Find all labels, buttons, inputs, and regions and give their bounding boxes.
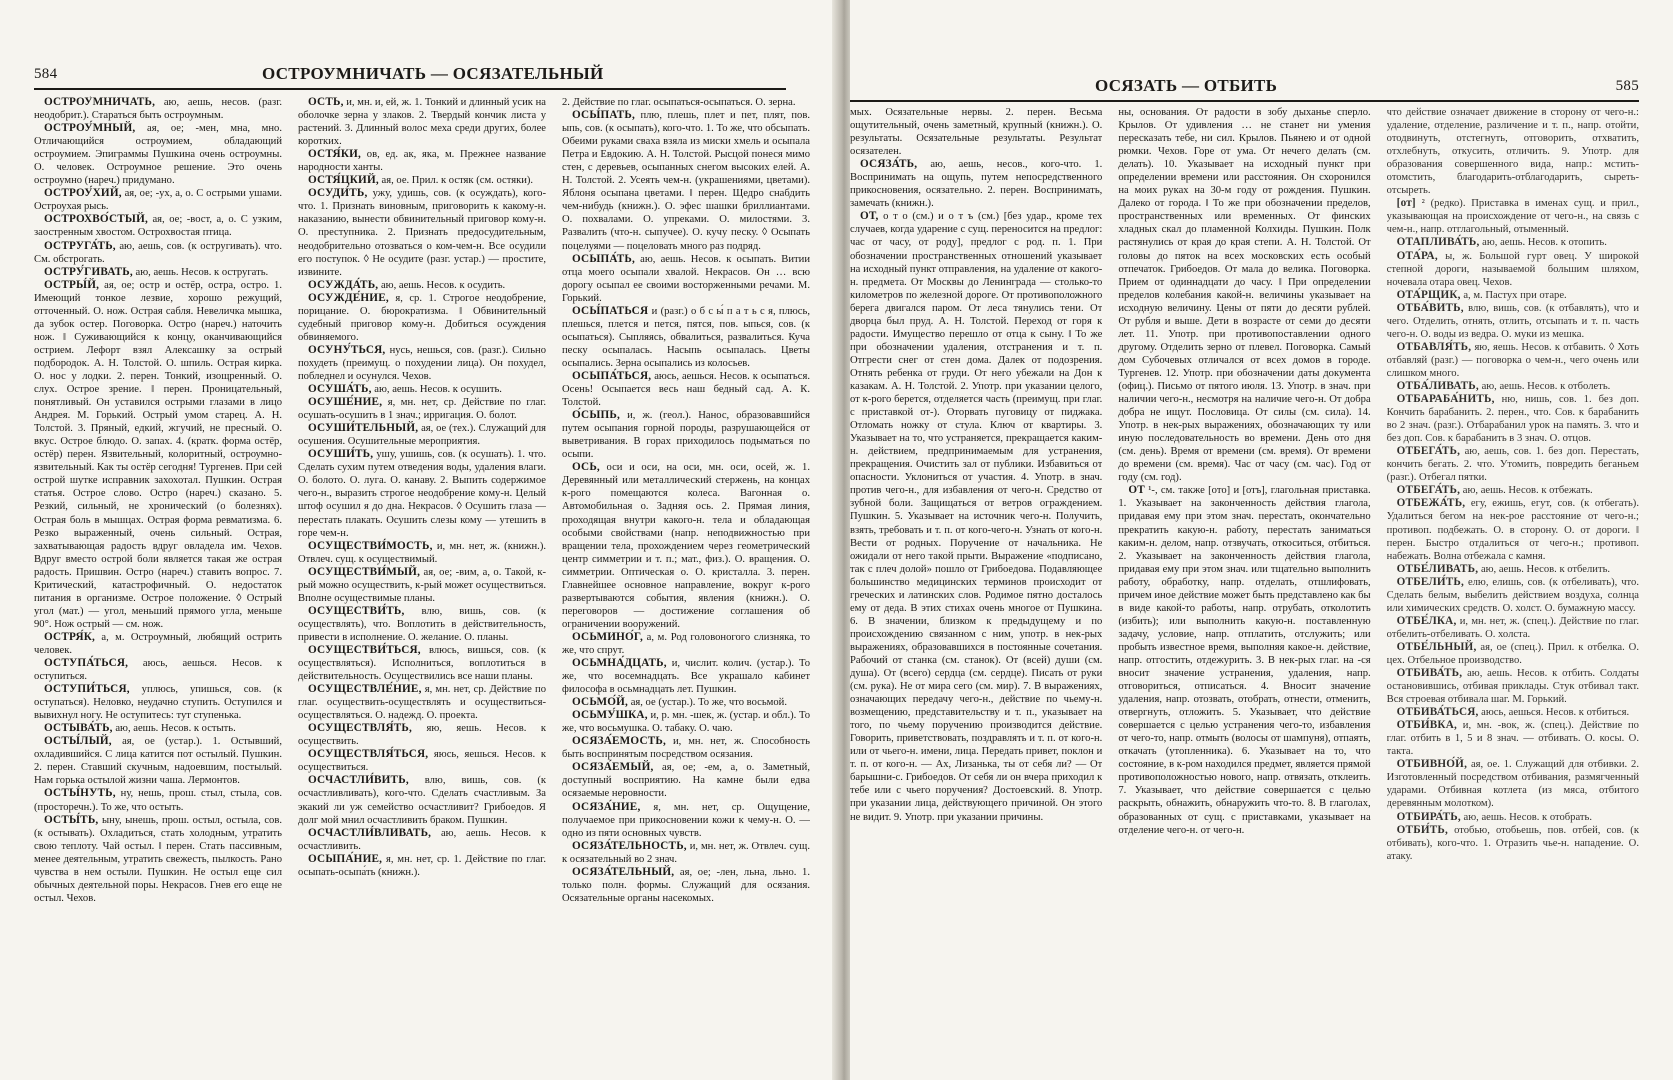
entry-definition: и, мн. нет, ж. Отвлеч. сущ. к осязательный во 2 знач. bbox=[562, 840, 810, 865]
dictionary-entry bbox=[562, 761, 810, 800]
dictionary-entry bbox=[298, 96, 546, 148]
dictionary-entry bbox=[298, 187, 546, 278]
dictionary-entry bbox=[298, 148, 546, 174]
dictionary-entry bbox=[562, 735, 810, 761]
entry-definition: уплюсь, упишься, сов. (к оступаться). Неловко, неудачно ступить. Оступился и вывихнул ногу. Не оступитесь: тут ступенька. bbox=[34, 684, 282, 722]
dictionary-entry bbox=[1387, 563, 1639, 576]
dictionary-entry bbox=[1387, 250, 1639, 289]
entry-headword: ОТАПЛИВА́ТЬ, bbox=[1396, 236, 1480, 249]
dictionary-entry bbox=[298, 566, 546, 605]
entry-headword: ОСЫ́ПАТЬСЯ bbox=[572, 304, 649, 317]
entry-definition: я, мн. нет, ср. Действие по глаг. осуществить-осуществлять и осуществиться-осуществляться. О. надежд. О. проекта. bbox=[298, 684, 546, 722]
entry-definition: и, мн. -вок, ж. (спец.). Действие по глаг. отбить в 1, 5 и 8 знач. — отбивать. О. косы. О. такта. bbox=[1386, 720, 1639, 758]
entry-headword: ОТБЕЛИ́ТЬ, bbox=[1396, 575, 1465, 588]
entry-definition: аю, аешь. Несов. к осчастливить. bbox=[298, 827, 546, 852]
entry-headword: ОСТЬ, bbox=[308, 96, 344, 108]
entry-definition: ая, ое. 1. Служащий для отбивки. 2. Изготовленный посредством отбивания, размягченный ударами. Отбивная котлета (из мяса, отбитого деревянным молотком). bbox=[1386, 759, 1639, 810]
dictionary-entry bbox=[562, 370, 810, 409]
entry-definition: ая, ое. Прил. к остяк (см. остяки). bbox=[381, 175, 534, 187]
entry-definition: и, мн. нет, ж. Способность быть воспринятым посредством осязания. bbox=[562, 736, 810, 761]
entry-headword: ОСТРОУ́МНИЧАТЬ, bbox=[44, 96, 156, 108]
dictionary-entry bbox=[34, 735, 282, 787]
entry-definition: ы, ж. Большой гурт овец. У широкой степной дороги, называемой большим шляхом, ночевала отара овец. Чехов. bbox=[1386, 250, 1639, 288]
entry-definition: аю, аешь. Несов. к отбить. Солдаты остановившись, отбивая приклады. Стук отбивал такт. Вся строевая отбивала шаг. М. Горький. bbox=[1386, 668, 1639, 706]
entry-headword: ОСТРОУ́МНЫЙ, bbox=[44, 122, 136, 135]
dictionary-entry bbox=[298, 174, 546, 187]
entry-definition: яю, яешь. Несов. к осуществить. bbox=[298, 723, 546, 748]
dictionary-entry bbox=[562, 631, 810, 657]
entry-headword: ОСТЫ́ТЬ, bbox=[44, 813, 99, 826]
dictionary-entry bbox=[562, 461, 810, 631]
entry-headword: ОСЧАСТЛИ́ВИТЬ, bbox=[308, 774, 409, 787]
entry-headword: ОСТРЫ́Й, bbox=[44, 278, 100, 291]
entry-definition: ая, ое; -ем, а, о. Заметный, доступный восприятию. На камне были едва осязаемые неровности. bbox=[562, 762, 810, 800]
entry-definition: аюсь, аешься. Несов. к осыпаться. Осень! Осыпается весь наш бедный сад. А. К. Толстой. bbox=[562, 370, 810, 409]
left-columns bbox=[34, 96, 810, 1066]
dictionary-entry bbox=[298, 683, 546, 722]
entry-headword: ОТБИВА́ТЬ, bbox=[1396, 667, 1463, 680]
dictionary-entry bbox=[34, 279, 282, 631]
entry-headword: ОСЬМО́Й, bbox=[572, 696, 629, 709]
entry-definition: влю, вишь, сов. (к осчастливливать), кого-что. Сделать счастливым. За экакий ли уж семейство осчастливит? Грибоедов. Я долг мой мнил осчастливить браком. Пушкин. bbox=[298, 775, 546, 826]
entry-definition: ² (редко). Приставка в именах сущ. и прил., указывающая на происхождение от чего-н., на связь с чем-н., напр. отглагольный, отыменный. bbox=[1386, 198, 1639, 236]
entry-headword: ОСУДИ́ТЬ, bbox=[308, 187, 368, 200]
entry-headword: ОСТРЯ́К, bbox=[44, 630, 96, 643]
entry-definition: и, мн. нет, ж. (спец.). Действие по глаг. отбелить-отбеливать. О. холста. bbox=[1386, 615, 1639, 640]
entry-headword: ОСУЩЕСТВЛЕ́НИЕ, bbox=[308, 683, 422, 696]
entry-headword: ОСТЫ́ЛЫЙ, bbox=[44, 735, 112, 748]
entry-definition: я, мн. нет, ср. Действие по глаг. осушать-осушить в 1 знач.; ирригация. О. болот. bbox=[298, 397, 546, 422]
left-column-2 bbox=[298, 96, 546, 1066]
entry-headword: ОСТЯ́ЦКИЙ, bbox=[308, 174, 379, 187]
entry-definition: мых. Осязательные нервы. 2. перен. Весьма ощутительный, очень заметный, крупный (книжн.). О. результаты. Осязательные результаты. Результат осязателен. bbox=[850, 107, 1103, 158]
left-running-title: ОСТРОУМНИЧАТЬ — ОСЯЗАТЕЛЬНЫЙ bbox=[262, 64, 604, 83]
left-page bbox=[0, 0, 836, 1080]
dictionary-entry bbox=[1387, 236, 1639, 249]
entry-definition: я, мн. нет, ср. Ощущение, получаемое при прикосновении кожи к чему-н. О. — одно из пяти основных чувств. bbox=[562, 801, 810, 839]
entry-definition: ая, ое; -ух, а, о. С острыми ушами. Остроухая рысь. bbox=[34, 188, 282, 213]
entry-definition: и, ж. (геол.). Нанос, образовавшийся путем осыпания горной породы, разрушающейся от выветривания. В горах приходилось подыматься по осыпи. bbox=[562, 410, 810, 461]
entry-headword: ОСЧАСТЛИ́ВЛИВАТЬ, bbox=[308, 826, 432, 839]
entry-definition: влю, вишь, сов. (к осуществлять), что. Воплотить в действительность, привести в исполнение. О. желание. О. планы. bbox=[298, 605, 546, 643]
entry-definition: ну, нешь, прош. стыл, стыла, сов. (просторечн.). То же, что остыть. bbox=[34, 788, 282, 813]
entry-headword: ОТБЕГА́ТЬ, bbox=[1396, 445, 1461, 458]
entry-definition: ая, ое; -вим, а, о. Такой, к-рый можно осуществить, к-рый может осуществиться. Вполне осуществимые планы. bbox=[298, 566, 546, 604]
entry-definition: аю, аешь, несов. (разг. неодобрит.). Стараться быть остроумным. bbox=[34, 97, 282, 122]
dictionary-entry bbox=[850, 106, 1102, 158]
dictionary-entry bbox=[562, 305, 810, 370]
entry-definition: егу, ежишь, егут, сов. (к отбегать). Удалиться бегом на нек-рое расстояние от чего-н.; противоп. подбежать. О. в сторону. О. от дороги. ‖ перен. Быстро отдалиться от чего-н.; противоп. набежать. Волна отбежала с камня. bbox=[1386, 498, 1639, 562]
entry-definition: яюсь, яешься. Несов. к осуществиться. bbox=[298, 749, 546, 774]
right-page-number: 585 bbox=[1615, 78, 1639, 94]
dictionary-entry bbox=[1387, 811, 1639, 824]
entry-definition: ая, ое; -лен, льна, льно. 1. только полн. формы. Служащий для осязания. Осязательные органы насекомых. bbox=[562, 866, 810, 904]
entry-definition: аю, аешь. Несов. к остыть. bbox=[115, 723, 236, 735]
entry-definition: 2. Действие по глаг. осыпаться-осыпаться. О. зерна. bbox=[562, 97, 796, 108]
entry-headword: ОСТЫВА́ТЬ, bbox=[44, 722, 113, 735]
entry-headword: ОТБАВЛЯ́ТЬ, bbox=[1396, 340, 1472, 353]
entry-headword: ОСТЫ́НУТЬ, bbox=[44, 787, 116, 800]
entry-definition: аю, аешь. Несов. к отбежать. bbox=[1462, 485, 1593, 497]
entry-definition: аю, аешь. Несов. к отобрать. bbox=[1463, 811, 1593, 823]
dictionary-entry bbox=[298, 748, 546, 774]
entry-headword: ОСЫ́ПАТЬ, bbox=[572, 109, 635, 122]
dictionary-entry bbox=[1387, 484, 1639, 497]
entry-headword: ОТБИВА́ТЬСЯ, bbox=[1396, 706, 1479, 719]
left-page-number: 584 bbox=[34, 66, 58, 82]
entry-definition: аю, аешь. Несов. к осыпать. Витии отца моего осыпали хвалой. Некрасов. Он … всю дорогу осыпал ее своими восторженными речами. М. Горький. bbox=[562, 253, 810, 304]
entry-headword: ОТБЕ́ЛЬНЫЙ, bbox=[1396, 640, 1477, 653]
dictionary-entry bbox=[34, 814, 282, 905]
dictionary-entry bbox=[34, 631, 282, 657]
dictionary-entry bbox=[562, 696, 810, 709]
entry-definition: отобью, отобьешь, пов. отбей, сов. (к отбивать), кого-что. 1. Отразить чье-н. нападение. О. атаку. bbox=[1386, 824, 1639, 862]
entry-headword: ОТБЕЖА́ТЬ, bbox=[1396, 497, 1466, 510]
entry-headword: ОСУЩЕСТВИ́ТЬ, bbox=[308, 604, 405, 617]
dictionary-entry bbox=[34, 722, 282, 735]
dictionary-entry bbox=[562, 253, 810, 305]
entry-headword: ОСЬ, bbox=[572, 461, 600, 474]
entry-definition: ны, основания. От радости в зобу дыханье сперло. Крылов. От удивления … не станет ни умения пересказать тебе, ни сил. Крылов. Пьянею и от одной рюмки. Чехов. Горе от ума. От нечего делать (см. делать). 10. Указывает на исходный пункт при определении времени или расстояния. Он схоронился на моих руках на 30-м году от рождения. Пушкин. Далеко от города. ‖ То же при обозначении пределов, пространственных или временных. От финских хладных скал до пламенной Колхиды. Пушкин. Полк растянулись от края до края степи. А. Н. Толстой. От головы до пяток на всех московских есть особый отпечаток. Грибоедов. От мала до велика. Поговорка. Прием от одиннадцати до часу. ‖ При определении пределов колебания какой-н. величины указывает на исходную величину. Цены от пяти до десяти рублей. От рубля и выше. Дети в возрасте от семи до десяти лет. 11. Употр. при противопоставлении одного другому. Отделить зерно от плевел. Поговорка. Самый дом Субочевых отличался от всех домов в городе. Тургенев. 12. Употр. при обозначении даты документа (офиц.). Письмо от пятого июля. 13. Употр. в знач. при наличии чего-н., несмотря на наличие чего-н. От добра добра не ищут. Пословица. От силы (см. сила). 14. Употр. в нек-рых выражениях, обозначающих ту или иную последовательность во времени. День ото дня (см. день). Время от времени (см. время). От времени до времени (см. время). Час от часу (см. час). Год от году (см. год). bbox=[1118, 107, 1371, 484]
right-column-2 bbox=[1118, 106, 1370, 1066]
entry-headword: ОСЬМИНО́Г, bbox=[572, 630, 643, 643]
dictionary-entry bbox=[1387, 615, 1639, 641]
entry-headword: ОСУНУ́ТЬСЯ, bbox=[308, 343, 386, 356]
entry-headword: ОСУЩЕСТВЛЯ́ТЬ, bbox=[308, 722, 412, 735]
dictionary-entry bbox=[1387, 576, 1639, 615]
entry-definition: ¹-, см. также [ото] и [отъ], глагольная приставка. 1. Указывает на законченность действия глагола, придавая ему при этом знач. перестать, окончательно прекратить какую-н. работу, перестать заниматься каким-н. делом, напр. отзвучать, откоситься, отбиться. 2. Указывает на законченность действия глагола, придавая ему при этом знач. или тщательно выполнить работу, обработку, напр. отделать, отшлифовать, причем иное действие может быть представлено как бы в виде какой-то работы, напр. отрубать, отколотить (избить); или выполнить какую-н. поставленную задачу, условие, напр. отплатить, отслужить; или пробыть известное время, выполняя какое-н. действие, напр. отгостить, отдежурить. 3. В нек-рых глаг. на -ся вносит значение устранения, удаления, напр. отговориться, отписаться. 4. Вносит значение удаления, напр. отозвать, отобрать, отнести, отменить, отвергнуть, отложить. 5. Указывает, что действие совершается с целью устранения чего-то, избавления от чего-то, напр. отмыть (волосы от шампуня), отпаять, откачать (утопленника). 6. Указывает на то, что состояние, в к-ром находился предмет, является прямой противоположностью нового, напр. отвязать, отклеить. 7. Указывает, что действие совершается с целью раскрыть, обнажить, обнаружить что-то. 8. В глаголах, образованных от сущ. с приставками, указывает на отделение чего-н. от чего-н. bbox=[1118, 485, 1371, 836]
dictionary-entry bbox=[298, 279, 546, 292]
dictionary-entry bbox=[1387, 380, 1639, 393]
entry-definition: аюсь, аешься. Несов. к оступиться. bbox=[34, 658, 282, 683]
entry-definition: и, мн. нет, ж. (книжн.). Отвлеч. сущ. к осуществимый. bbox=[298, 540, 546, 565]
entry-headword: ОСУЩЕСТВИ́ТЬСЯ, bbox=[308, 643, 421, 656]
dictionary-entry bbox=[34, 187, 282, 213]
dictionary-entry bbox=[298, 292, 546, 344]
dictionary-entry bbox=[1387, 445, 1639, 484]
dictionary-entry bbox=[34, 122, 282, 187]
dictionary-entry bbox=[562, 96, 810, 109]
entry-headword: О́СЫПЬ, bbox=[572, 409, 620, 422]
left-column-3 bbox=[562, 96, 810, 1066]
entry-headword: ОСТУПИ́ТЬСЯ, bbox=[44, 683, 130, 696]
right-column-1 bbox=[850, 106, 1102, 1066]
entry-headword: ОСУЩЕСТВИ́МЫЙ, bbox=[308, 565, 421, 578]
entry-headword: ОСЯЗА́ТЬ, bbox=[860, 158, 918, 171]
dictionary-entry bbox=[850, 158, 1102, 210]
entry-headword: ОТБЕ́ЛКА, bbox=[1396, 614, 1457, 627]
entry-definition: аю, аешь. Несов. к отбелить. bbox=[1480, 563, 1611, 575]
dictionary-entry bbox=[1118, 106, 1370, 484]
dictionary-entry bbox=[562, 840, 810, 866]
entry-headword: ОТА́РА, bbox=[1396, 249, 1438, 262]
entry-definition: а, м. Род головоногого слизняка, то же, что спрут. bbox=[562, 631, 810, 656]
dictionary-entry bbox=[1387, 106, 1639, 197]
entry-definition: ая, ое; остр и остёр, остра, остро. 1. Имеющий тонкое лезвие, хорошо режущий, отточенный. О. нож. Острая сабля. Невеличка мышка, да зубок остер. Поговорка. Остро (нареч.) наточить нож. ‖ Суживающийся к концу, оканчивающийся острием. Лефорт взял Алексашку за острый подбородок. А. Н. Толстой. О. шпиль. Острая кирка. О. нос у лодки. 2. перен. Тонкий, изощренный. О. слух. Острое зрение. ‖ перен. Проницательный, понятливый. Он уставился острыми глазами в лицо Андрея. М. Горький. Острый умом старец. А. Н. Толстой. 3. Пряный, едкий, жгучий, не пресный. О. вкус. Острое блюдо. О. запах. 4. (кратк. форма остёр, остёр) перен. Язвительный, колоритный, остроумно-язвительный. Как ты остёр сегодня! Тургенев. При сей острой шутке исправник захохотал. Пушкин. Острая статья. Острое слово. Остро (нареч.) сказано. 5. Резкий, сильный, не хронический (о болезнях). Острая боль в мышцах. Острая форма ревматизма. 6. Резко выраженный, очень сильный. Острая, захватывающая радость вдруг овладела им. Чехов. Вдруг вместо острой боли является такая же острая радость. Пришвин. Остро (нареч.) ставить вопрос. 7. Критический, катастрофичный. О. недостаток питания в организме. Острое положение. ◊ Острый угол (мат.) — угол, меньший прямого угла, меньше 90°. Нож острый — см. нож. bbox=[34, 279, 282, 630]
entry-definition: а, м. Пастух при отаре. bbox=[1463, 289, 1567, 301]
entry-definition: и, мн. и, ей, ж. 1. Тонкий и длинный усик на оболочке зерна у злаков. 2. Твердый кончик листа у растений. 3. Длинный волос меха среди других, более коротких. bbox=[298, 97, 546, 148]
dictionary-entry bbox=[298, 605, 546, 644]
right-column-3 bbox=[1387, 106, 1639, 1066]
entry-definition: ая, ое (тех.). Служащий для осушения. Осушительные мероприятия. bbox=[298, 423, 546, 448]
entry-headword: ОСУШИ́ТЬ, bbox=[308, 448, 374, 461]
right-head-rule bbox=[850, 100, 1639, 102]
entry-definition: ая, ое; -вост, а, о. С узким, заостренным хвостом. Острохвостая птица. bbox=[34, 214, 282, 239]
entry-headword: ОСТРУ́ГИВАТЬ, bbox=[44, 265, 133, 278]
entry-headword: ОСТЯ́КИ, bbox=[308, 148, 362, 161]
right-columns bbox=[850, 106, 1639, 1066]
dictionary-entry bbox=[562, 866, 810, 905]
dictionary-entry bbox=[298, 448, 546, 539]
dictionary-entry bbox=[34, 213, 282, 239]
entry-headword: ОТБАРАБА́НИТЬ, bbox=[1396, 393, 1495, 406]
entry-headword: ОСТРОУ́ХИЙ, bbox=[44, 187, 122, 200]
right-running-title: ОСЯЗАТЬ — ОТБИТЬ bbox=[1095, 76, 1278, 95]
entry-definition: аю, аешь, сов. 1. без доп. Перестать, кончить бегать. 2. что. Утомить, повредить беганьем (разг.). Отбегал пятки. bbox=[1386, 446, 1639, 484]
entry-definition: ню, нишь, сов. 1. без доп. Кончить барабанить. 2. перен., что. Сов. к барабанить во 2 знач. (разг.). Отбарабанил урок на память. 3. что и без доп. Сов. к барабанить в 3 знач. О. отцов. bbox=[1386, 394, 1639, 445]
left-column-1 bbox=[34, 96, 282, 1066]
entry-definition: плю, плешь, плет и пет, плят, пов. ыпь, сов. (к осыпать), кого-что. 1. То же, что обсыпать. Обеими руками сваха взяла из миски хмель и осыпала Петра и Евдокию. А. Н. Толстой. Рысцой понеся мимо стен, с деревьев, осыпанных снегом высоких елей. А. Н. Толстой. 2. Усеять чем-н. (украшениями, цветами). Яблоня осыпана цветами. ‖ перен. Щедро снабдить чем-нибудь (книжн.). О. эфес шашки бриллиантами. О. похвалами. О. упреками. О. милостями. 3. Развалить (что-н. сыпучее). О. кучу песку. ◊ Осыпать поцелуями — поцеловать много раз подряд. bbox=[562, 110, 810, 252]
entry-definition: аюсь, аешься. Несов. к отбиться. bbox=[1481, 707, 1630, 719]
entry-headword: ОСУЩЕСТВЛЯ́ТЬСЯ, bbox=[308, 748, 429, 761]
entry-definition: что действие означает движение в сторону от чего-н.: удаление, отделение, различение и т. п., напр. отойти, отодвинуть, отстегнуть, отговорить, отхватить, отхлебнуть, откусить, отличить. 9. Употр. для образования совершенного вида, напр.: мстить-отомстить, благодарить-отблагодарить, сыреть-отсыреть. bbox=[1386, 107, 1639, 197]
dictionary-entry bbox=[1387, 497, 1639, 562]
left-running-head bbox=[34, 64, 786, 86]
entry-headword: ОСУШИ́ТЕЛЬНЫЙ, bbox=[308, 422, 419, 435]
entry-headword: ОТБЕГА́ТЬ, bbox=[1396, 484, 1461, 497]
entry-headword: ОСЯЗА́ЕМОСТЬ, bbox=[572, 735, 666, 748]
entry-headword: ОТ bbox=[1128, 484, 1145, 497]
entry-headword: ОТБИРА́ТЬ, bbox=[1396, 810, 1461, 823]
entry-definition: я, ср. 1. Строгое неодобрение, порицание. О. бюрократизма. ‖ Обвинительный судебный приговор кому-н. Добиться осуждения обвиняемого. bbox=[298, 292, 546, 343]
entry-definition: аю, аешь. Несов. к осушить. bbox=[374, 384, 502, 396]
dictionary-entry bbox=[1387, 289, 1639, 302]
entry-definition: аю, аешь, несов., кого-что. 1. Воспринимать на ощупь, путем непосредственного прикосновения, осязательно. 2. перен. Воспринимать, замечать (книжн.). bbox=[850, 159, 1103, 210]
dictionary-entry bbox=[298, 540, 546, 566]
entry-definition: ов, ед. ак, яка, м. Прежнее название народности ханты. bbox=[298, 149, 546, 174]
entry-headword: ОСЫПА́ТЬСЯ, bbox=[572, 369, 652, 382]
entry-headword: ОТ, bbox=[860, 210, 879, 223]
dictionary-entry bbox=[34, 683, 282, 722]
dictionary-entry bbox=[34, 266, 282, 279]
dictionary-entry bbox=[34, 96, 282, 122]
entry-headword: ОСУЩЕСТВИ́МОСТЬ, bbox=[308, 539, 433, 552]
entry-definition: и (разг.) о б с ы́ п а т ь с я, плюсь, плешься, плется и пется, пятся, пов. ыпься, сов. (к осыпаться). Сыпляясь, обвалиться, развалиться. Куча песку осыпалась. Насыпь осыпалась. Цветы осыпались. Зерна осыпались из колосьев. bbox=[562, 305, 810, 369]
entry-headword: ОТБИВНО́Й, bbox=[1396, 758, 1468, 771]
entry-definition: ая, ое (устар.). 1. Остывший, охладившийся. С лица катится пот остылый. Пушкин. 2. перен. Ставший скучным, надоевшим, постылый. Нам горька остылой жизни чаша. Лермонтов. bbox=[34, 736, 282, 787]
dictionary-entry bbox=[1387, 302, 1639, 341]
entry-definition: ушу, ушишь, сов. (к осушать). 1. что. Сделать сухим путем отведения воды, удаления влаги. О. болото. О. луга. О. канаву. 2. Выпить содержимое чего-н., выразить строгое неодобрение кому-н. Целый штоф осушил я до дна. Некрасов. ◊ Осушить глаза — перестать плакать. Осушить слезы кому — утешить в горе чем-н. bbox=[298, 449, 546, 539]
entry-definition: и, числит. колич. (устар.). То же, что восемнадцать. Все украшало кабинет философа в осьмнадцать лет. Пушкин. bbox=[562, 658, 810, 696]
entry-definition: влюсь, вишься, сов. (к осуществляться). Исполниться, воплотиться в действительность. Осуществились все наши планы. bbox=[298, 644, 546, 683]
dictionary-entry bbox=[1118, 484, 1370, 836]
entry-headword: ОСТРОХВО́СТЫЙ, bbox=[44, 213, 148, 226]
right-page bbox=[850, 0, 1673, 1080]
dictionary-entry bbox=[298, 383, 546, 396]
entry-headword: ОСЯЗА́ТЕЛЬНОСТЬ, bbox=[572, 839, 687, 852]
dictionary-entry bbox=[562, 409, 810, 461]
right-running-head bbox=[850, 76, 1639, 98]
dictionary-entry bbox=[562, 709, 810, 735]
dictionary-entry bbox=[1387, 197, 1639, 236]
entry-headword: ОСУЖДЕ́НИЕ, bbox=[308, 291, 389, 304]
left-head-rule bbox=[34, 88, 786, 90]
entry-headword: ОСУШЕ́НИЕ, bbox=[308, 396, 383, 409]
entry-headword: ОСЫПА́ТЬ, bbox=[572, 252, 635, 265]
entry-headword: ОСТУПА́ТЬСЯ, bbox=[44, 657, 129, 670]
entry-definition: елю, елишь, сов. (к отбеливать), что. Сделать белым, выбелить действием воздуха, солнца или химических средств. О. холст. О. бумажную массу. bbox=[1386, 576, 1639, 614]
entry-definition: ая, ое; -мен, мна, мно. Отличающийся остроумием, обладающий остроумием. Эпиграммы Пушкина очень остроумны. О. человек. Остроумное решение. Это очень остроумно (нареч.) придумано. bbox=[34, 123, 282, 187]
dictionary-entry bbox=[298, 722, 546, 748]
dictionary-entry bbox=[298, 344, 546, 383]
entry-definition: нусь, нешься, сов. (разг.). Сильно похудеть (преимущ. о похудении лица). Он похудел, побледнел и осунулся. Чехов. bbox=[298, 344, 546, 382]
dictionary-entry bbox=[562, 801, 810, 840]
entry-definition: аю, аешь. Несов. к остругать. bbox=[135, 266, 269, 278]
dictionary-entry bbox=[1387, 393, 1639, 445]
dictionary-entry bbox=[1387, 341, 1639, 380]
entry-definition: влю, вишь, сов. (к отбавлять), что и чего. Отделить, отнять, отлить, отсыпать и т. п. часть чего-н. О. воды из ведра. О. муки из мешка. bbox=[1386, 302, 1639, 340]
entry-headword: ОТБИ́ТЬ, bbox=[1396, 823, 1448, 836]
entry-definition: ая, ое (спец.). Прил. к отбелка. О. цех. Отбельное производство. bbox=[1386, 641, 1639, 666]
entry-definition: яю, яешь. Несов. к отбавить. ◊ Хоть отбавляй (разг.) — поговорка о чем-н., чего очень или слишком много. bbox=[1386, 341, 1639, 379]
entry-headword: ОСУША́ТЬ, bbox=[308, 383, 372, 396]
dictionary-entry bbox=[1387, 758, 1639, 810]
entry-definition: о т о (см.) и о т ъ (см.) [без удар., кроме тех случаев, когда ударение с сущ. переносится на предлог: час от часу, от роду], предлог с род. п. 1. При обозначении пространственных отношений указывает на исходный пункт отправления, на удаление от какого-н. предмета. От Москвы до Ленинграда — столько-то километров по железной дороге. От противоположного берега двигался паром. От леса тянулись тени. От дворца был пруд. А. Н. Толстой. Переход от горя к радости. Имущество перешло от отца к сыну. ‖ То же при обозначении удаления, отстранения и т. п. Отгрести снег от стен дома. Далек от подозрения. Отнять ребенка от груди. От него убежали на Дон к казакам. А. Н. Толстой. 2. Употр. при указании целого, от к-рого берется, отделяется часть (преимущ. при глаг. с приставкой от-). Оторвать пуговицу от пиджака. Отломать ножку от стула. Ключ от квартиры. 3. Указывает на то, что устраняется, прекращается каким-н. действием, предпринимаемым для устранения, прекращения. Очистить зал от публики. Избавиться от опасности. Уклониться от участия. 4. Употр. в знач. против чего-н., для избавления от чего-н. Средство от зубной боли. Защищаться от ветров ограждением. Пушкин. 5. Указывает на источник чего-н. Получить, взять, требовать и т. п. от кого-чего-н. Узнать от кого-н. Вести от родных. Поручение от начальника. Не ожидали от него такой прыти. Выражение «подписано, так с плеч долой» пошло от Грибоедова. Подавляющее большинство медицинских терминов происходит от греческих и латинских слов. Родимое пятно досталось ему от деда. В этих стихах очень многое от Пушкина. 6. В значении, близком к предыдущему и по происхождению связанном с ним, употр. в нек-рых выражениях, образовавшихся в постоянные сочетания. Рабочий от станка (см. станок). От (всей) души (см. душа). От (всего) сердца (см. сердце). Писать от руки (см. рука). Не от мира сего (см. мир). 7. В выражениях, означающих передачу чего-н., действие по чьему-н. возмещению, представительству и т. п., указывает на того, по чьему поручению производится действие. Говорить, приветствовать, поздравлять и т. п. от кого-н. или от чьего-н. имени, лица. Передать привет, поклон и т. п. от кого-н. — Ах, Лизанька, ты от себя ли? — От барышни-с. Грибоедов. От себя ли он вчера приходил к тебе или с чьего поручения? Достоевский. 8. Употр. при указании лица, действующего причиной. Он этого не видит. 9. Употр. при указании причины. bbox=[850, 211, 1103, 823]
dictionary-entry bbox=[34, 657, 282, 683]
dictionary-entry bbox=[298, 774, 546, 826]
entry-definition: ужу, удишь, сов. (к осуждать), кого-что. 1. Признать виновным, приговорить к какому-н. наказанию, вынести обвинительный приговор кому-н. О. преступника. 2. Признать предосудительным, неодобрительно отозваться о ком-чем-н. Все осудили его поступок. ◊ Не осудите (разг. устар.) — простите, извините. bbox=[298, 188, 546, 278]
entry-definition: оси и оси, на оси, мн. оси, осей, ж. 1. Деревянный или металлический стержень, на концах к-рого помещаются колеса. Вагонная о. Автомобильная о. Задняя ось. 2. Прямая линия, проходящая внутри какого-н. тела и обладающая особыми свойствами (напр. неподвижностью при вращении тела, прохождением через геометрический центр симметрии и т. п.; мат., физ.). О. вращения. О. симметрии. Оптическая о. О. кристалла. 3. перен. Главнейшее основное направление, вокруг к-рого развертываются события, явления (книжн.). О. переговоров — достижение соглашения об ограничении вооружений. bbox=[562, 462, 810, 630]
entry-headword: ОСЬМНА́ДЦАТЬ, bbox=[572, 657, 667, 670]
dictionary-entry bbox=[298, 396, 546, 422]
dictionary-entry bbox=[1387, 824, 1639, 863]
entry-headword: ОСЬМУ́ШКА, bbox=[572, 709, 648, 722]
dictionary-entry bbox=[562, 657, 810, 696]
entry-headword: ОТБИ́ВКА, bbox=[1396, 719, 1457, 732]
entry-definition: я, мн. нет, ср. 1. Действие по глаг. осыпать-осыпа́ть (книжн.). bbox=[298, 853, 546, 878]
entry-headword: [от] bbox=[1396, 197, 1416, 210]
dictionary-entry bbox=[1387, 667, 1639, 706]
dictionary-entry bbox=[1387, 706, 1639, 719]
dictionary-entry bbox=[34, 787, 282, 813]
entry-headword: ОСЯЗА́ЕМЫЙ, bbox=[572, 761, 654, 774]
entry-headword: ОТБА́ЛИВАТЬ, bbox=[1396, 379, 1479, 392]
entry-headword: ОСЫПА́НИЕ, bbox=[308, 852, 383, 865]
dictionary-entry bbox=[562, 109, 810, 253]
entry-definition: аю, аешь. Несов. к отболеть. bbox=[1481, 380, 1611, 392]
dictionary-entry bbox=[298, 853, 546, 879]
entry-definition: а, м. Остроумный, любящий острить человек. bbox=[34, 631, 282, 656]
entry-definition: и, р. мн. -шек, ж. (устар. и обл.). То же, что восьмушка. О. табаку. О. чаю. bbox=[562, 710, 810, 735]
dictionary-entry bbox=[1387, 641, 1639, 667]
entry-headword: ОТА́РЩИК, bbox=[1396, 288, 1461, 301]
dictionary-entry bbox=[298, 644, 546, 683]
entry-headword: ОСЯЗА́НИЕ, bbox=[572, 800, 641, 813]
entry-headword: ОСУЖДА́ТЬ, bbox=[308, 278, 379, 291]
entry-definition: аю, аешь. Несов. к отопить. bbox=[1482, 237, 1607, 249]
dictionary-entry bbox=[298, 827, 546, 853]
entry-headword: ОТБА́ВИТЬ, bbox=[1396, 301, 1464, 314]
entry-definition: аю, аешь. Несов. к осудить. bbox=[380, 279, 506, 291]
dictionary-entry bbox=[1387, 719, 1639, 758]
dictionary-entry bbox=[850, 210, 1102, 823]
entry-definition: ая, ое (устар.). То же, что восьмой. bbox=[630, 697, 787, 709]
entry-headword: ОТБЕ́ЛИВАТЬ, bbox=[1396, 562, 1479, 575]
entry-headword: ОСЯЗА́ТЕЛЬНЫЙ, bbox=[572, 865, 675, 878]
entry-definition: аю, аешь, сов. (к остругивать). что. См. обстрогать. bbox=[34, 240, 282, 265]
entry-definition: ыну, ынешь, прош. остыл, остыла, сов. (к остывать). Охладиться, стать холодным, утратить свою теплоту. Чай остыл. ‖ перен. Стать пассивным, менее деятельным, утратить свежесть, пылкость. Рано чувства в нем остыли. Пушкин. Не остыл еще сил обычных деятельной поры. Некрасов. Гнев его еще не остыл. Чехов. bbox=[34, 814, 282, 904]
dictionary-entry bbox=[298, 422, 546, 448]
entry-headword: ОСТРУГА́ТЬ, bbox=[44, 239, 116, 252]
dictionary-entry bbox=[34, 240, 282, 266]
